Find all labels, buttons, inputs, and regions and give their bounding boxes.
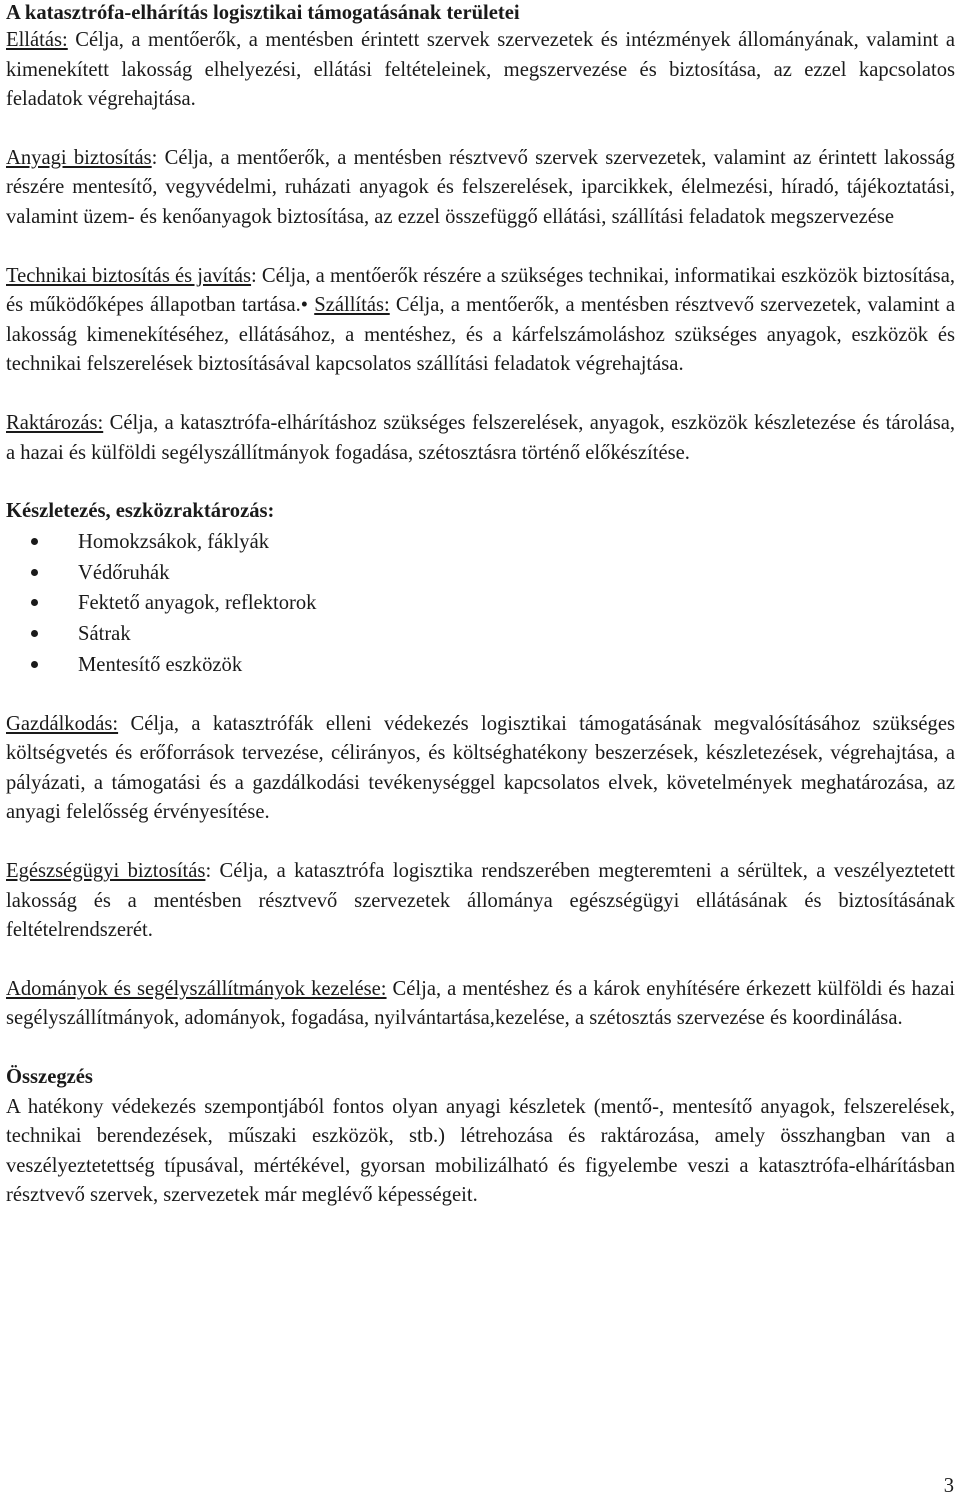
paragraph-egeszsegugyi [6,857,955,946]
list-keszletezes [6,527,955,681]
text-raktarozas: Célja, a katasztrófa-elhárításhoz szükséges felszerelések, anyagok, eszközök készletezése és tárolása, a hazai és külföldi segélyszállítmányok fogadása, szétosztásra történő előkészítése. [6,411,955,464]
text-ellatas: Célja, a mentőerők, a mentésben érintett szervek szervezetek és intézmények állományának, valamint a kimenekített lakosság elhelyezési, ellátási feltételeinek, megszervezése és biztosítása, az ezzel kapcsolatos feladatok végrehajtása. [6,29,955,111]
label-technikai-biztositas: Technikai biztosítás és javítás [6,264,252,287]
label-ellatas: Ellátás: [6,29,68,51]
page-title: A katasztrófa-elhárítás logisztikai támogatásának területei [6,2,520,24]
bullet-icon [31,538,38,545]
list-item [6,527,955,558]
paragraph-raktarozas [6,409,955,468]
list-item-text: Védőruhák [78,561,170,584]
paragraph-anyagi-biztositas [6,144,955,233]
heading-osszegzes: Összegzés [6,1066,93,1089]
text-gazdalkodas: Célja, a katasztrófák elleni védekezés logisztikai támogatásának megvalósításához szükséges költségvetés és erőforrások tervezése, célirányos, és költséghatékony beszerzések, készletezések, végrehajtása, a pályázati, a támogatási és a gazdálkodási tevékenységgel kapcsolatos elvek, követelmények meghatározása, az anyagi felelősség érvényesítése. [6,712,955,824]
label-adomanyok: Adományok és segélyszállítmányok kezelése: [6,977,387,1000]
label-szallitas: Szállítás: [314,294,390,317]
paragraph-osszegzes: A hatékony védekezés szempontjából fontos olyan anyagi készletek (mentő-, mentesítő anyagok, felszerelések, technikai berendezések, műszaki eszközök, stb.) létrehozása és raktározása, amely összhangban van a veszélyeztetettség típusával, mértékével, gyorsan mobilizálható és figyelembe veszi a katasztrófa-elhárításban résztvevő szervek, szervezetek már meglévő képességeit. [6,1095,955,1207]
text-anyagi-biztositas: : Célja, a mentőerők, a mentésben résztvevő szervek szervezetek, valamint az érintett lakosság részére mentesítő, vegyvédelmi, ruházati anyagok és felszerelések, iparcikkek, élelmezési, híradó, tájékoztatási, valamint üzem- és kenőanyagok biztosítása, az ezzel összefüggő ellátási, szállítási feladatok megszervezése [6,146,955,228]
paragraph-ellatas [6,26,955,115]
label-gazdalkodas: Gazdálkodás: [6,712,119,735]
list-item-text: Sátrak [78,623,131,646]
bullet-icon [31,661,38,668]
paragraph-gazdalkodas [6,710,955,828]
label-egeszsegugyi: Egészségügyi biztosítás [6,860,206,883]
list-item [6,588,955,619]
bullet-icon [31,599,38,606]
text-szallitas: Célja, a mentőerők, a mentésben résztvevő szervezetek, valamint a lakosság kimenekítéséhez, ellátásához, a mentéshez, és a kárfelszámoláshoz szükséges anyagok, eszközök és technikai felszerelések biztosításával kapcsolatos szállítási feladatok végrehajtása. [6,294,956,376]
paragraph-adomanyok [6,975,955,1034]
bullet-icon [31,569,38,576]
document-page [6,0,955,1211]
list-item-text: Mentesítő eszközök [78,653,243,676]
text-adomanyok: Célja, a mentéshez és a károk enyhítésére érkezett külföldi és hazai segélyszállítmányok, adományok, fogadása, nyilvántartása,kezelése, a szétosztás szervezése és koordinálása. [6,977,955,1030]
text-technikai-biztositas: : Célja, a mentőerők részére a szükséges technikai, informatikai eszközök biztosítása, és működőképes állapotban tartása.• [6,264,955,317]
list-item [6,619,955,650]
list-item [6,558,955,589]
bullet-icon [31,630,38,637]
list-item [6,650,955,681]
list-item-text: Homokzsákok, fáklyák [78,530,270,553]
paragraph-technikai-biztositas [6,262,955,380]
heading-keszletezes: Készletezés, eszközraktározás: [6,500,275,523]
text-egeszsegugyi: : Célja, a katasztrófa logisztika rendszerében megteremteni a sérültek, a veszélyeztetett lakosság és a mentésben résztvevő szervezetek állománya egészségügyi ellátásának és biztosításának feltételrendszerét. [6,860,955,942]
label-raktarozas: Raktározás: [6,411,104,434]
page-number: 3 [943,1475,954,1497]
label-anyagi-biztositas: Anyagi biztosítás [6,146,152,169]
list-item-text: Fektető anyagok, reflektorok [78,592,317,615]
